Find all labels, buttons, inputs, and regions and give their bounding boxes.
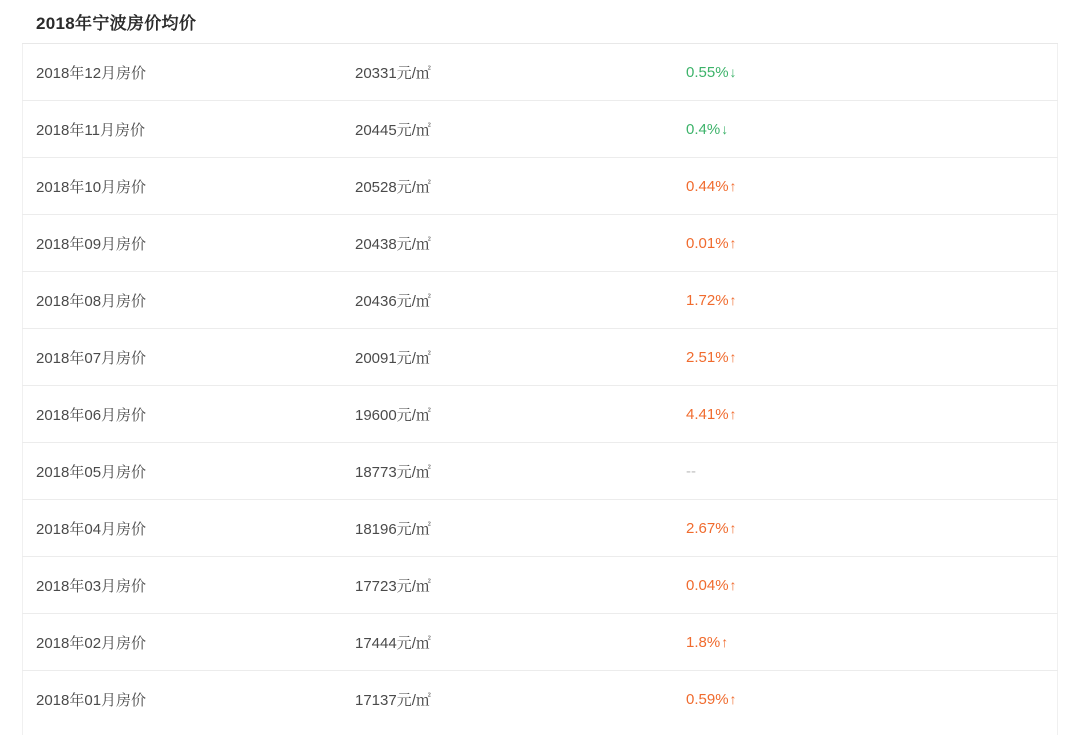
- cell-month: 2018年02月房价: [36, 634, 147, 652]
- cell-change: [682, 235, 1012, 252]
- cell-month: 2018年03月房价: [36, 577, 147, 595]
- arrow-up-icon: ↑: [729, 177, 737, 194]
- cell-change: [682, 292, 1012, 309]
- price-table: [22, 0, 1058, 728]
- cell-month: 2018年09月房价: [36, 235, 147, 253]
- cell-price: 17137元/㎡: [355, 692, 431, 709]
- cell-change: [682, 349, 1012, 366]
- table-row: [22, 272, 1058, 329]
- change-value: 0.59%: [686, 691, 729, 708]
- table-row: [22, 44, 1058, 101]
- cell-change: [682, 520, 1012, 537]
- cell-month: 2018年11月房价: [36, 121, 145, 139]
- cell-price: 19600元/㎡: [355, 406, 431, 424]
- arrow-down-icon: ↓: [721, 120, 729, 137]
- cell-price: 20528元/㎡: [355, 178, 431, 196]
- arrow-up-icon: ↑: [729, 576, 737, 593]
- change-value: 0.01%: [686, 234, 729, 252]
- cell-change: [682, 121, 1012, 138]
- change-value: 0.44%: [686, 177, 729, 195]
- change-value: 0.4%: [686, 120, 721, 138]
- change-value: 0.55%: [686, 63, 729, 81]
- cell-month: 2018年01月房价: [36, 692, 147, 709]
- arrow-up-icon: ↑: [729, 519, 737, 536]
- table-row: [22, 671, 1058, 728]
- arrow-up-icon: ↑: [729, 405, 737, 422]
- table-row: [22, 614, 1058, 671]
- arrow-up-icon: ↑: [729, 234, 737, 251]
- cell-price: 18196元/㎡: [355, 520, 431, 538]
- cell-month: 2018年04月房价: [36, 520, 147, 538]
- cell-month: 2018年05月房价: [36, 463, 147, 481]
- change-value: 2.51%: [686, 348, 729, 366]
- arrow-up-icon: ↑: [729, 348, 737, 365]
- cell-change: [682, 178, 1012, 195]
- cell-price: 17723元/㎡: [355, 577, 431, 595]
- cell-month: 2018年12月房价: [36, 64, 147, 82]
- cell-price: 17444元/㎡: [355, 634, 431, 652]
- cell-price: 20331元/㎡: [355, 64, 431, 82]
- table-row: [22, 215, 1058, 272]
- cell-month: 2018年06月房价: [36, 406, 147, 424]
- table-row: [22, 557, 1058, 614]
- table-row: [22, 101, 1058, 158]
- change-value: 1.8%: [686, 633, 721, 651]
- page-title: 2018年宁波房价均价: [36, 14, 197, 33]
- change-value: 4.41%: [686, 405, 729, 423]
- change-value: 0.04%: [686, 576, 729, 594]
- cell-price: 20445元/㎡: [355, 121, 431, 139]
- cell-change: [682, 691, 1012, 708]
- cell-change: [682, 634, 1012, 651]
- cell-change: [682, 406, 1012, 423]
- table-title-row: [22, 0, 1058, 44]
- table-row: [22, 386, 1058, 443]
- table-row: [22, 500, 1058, 557]
- table-body: [22, 44, 1058, 728]
- change-value: --: [686, 462, 696, 480]
- cell-price: 20091元/㎡: [355, 349, 431, 367]
- table-row: [22, 329, 1058, 386]
- cell-change: [682, 463, 1012, 480]
- cell-price: 18773元/㎡: [355, 463, 431, 481]
- table-row: [22, 158, 1058, 215]
- cell-month: 2018年10月房价: [36, 178, 147, 196]
- cell-price: 20438元/㎡: [355, 235, 431, 253]
- change-value: 2.67%: [686, 519, 729, 537]
- arrow-down-icon: ↓: [729, 63, 737, 80]
- arrow-up-icon: ↑: [729, 291, 737, 308]
- cell-change: [682, 577, 1012, 594]
- arrow-up-icon: ↑: [729, 691, 737, 707]
- arrow-up-icon: ↑: [721, 633, 729, 650]
- cell-month: 2018年07月房价: [36, 349, 147, 367]
- cell-change: [682, 64, 1012, 81]
- cell-price: 20436元/㎡: [355, 292, 431, 310]
- table-row: [22, 443, 1058, 500]
- change-value: 1.72%: [686, 291, 729, 309]
- cell-month: 2018年08月房价: [36, 292, 147, 310]
